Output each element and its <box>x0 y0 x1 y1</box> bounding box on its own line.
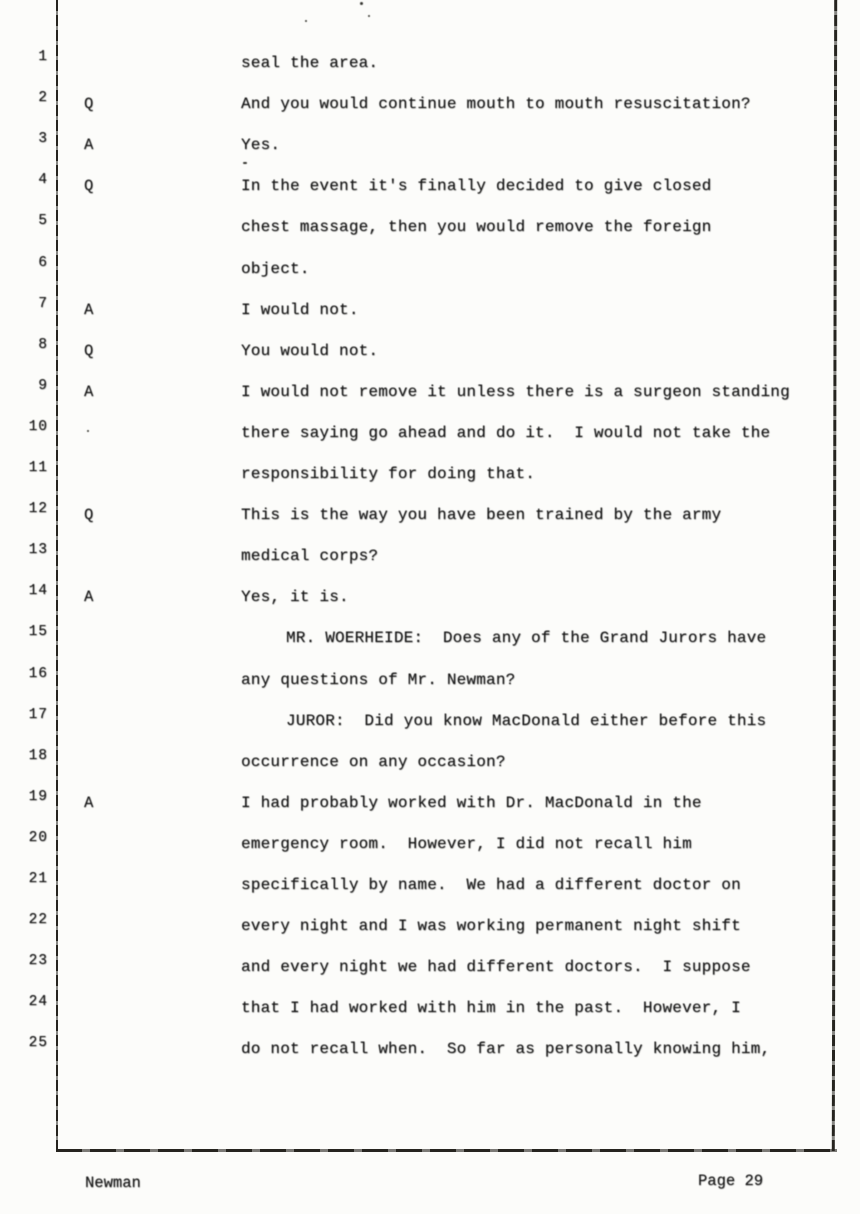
line-text: medical corps? <box>241 547 379 566</box>
line-text: responsibility for doing that. <box>241 465 536 483</box>
line-number: 4 <box>38 172 48 189</box>
speaker-label: A <box>84 136 94 155</box>
transcript-line <box>0 418 860 448</box>
transcript-line <box>0 90 860 119</box>
scan-speck <box>305 20 307 22</box>
speaker-label: Q <box>84 95 94 114</box>
line-text: I would not. <box>241 300 359 319</box>
line-number: 21 <box>28 871 48 887</box>
transcript-line <box>0 295 860 325</box>
line-number: 20 <box>28 829 48 846</box>
line-number: 22 <box>28 912 48 929</box>
speaker-label: A <box>84 588 94 607</box>
line-number: 13 <box>28 542 48 559</box>
speaker-label: Q <box>84 506 94 525</box>
line-number: 12 <box>28 501 48 518</box>
transcript-line <box>0 829 860 859</box>
speaker-label: A <box>84 300 94 319</box>
transcript-line <box>0 542 860 571</box>
footer-witness-name: Newman <box>85 1174 141 1192</box>
line-number: 23 <box>28 953 48 970</box>
transcript-line <box>0 747 860 777</box>
transcript-line <box>0 624 860 653</box>
transcript-line <box>0 912 860 941</box>
line-number: 5 <box>38 213 48 230</box>
transcript-line <box>0 49 860 78</box>
line-text: And you would continue mouth to mouth resuscitation? <box>241 95 751 114</box>
line-text: In the event it's finally decided to give closed <box>241 177 712 196</box>
transcript-line <box>0 336 860 366</box>
line-text: do not recall when. So far as personally knowing him, <box>241 1040 771 1059</box>
transcript-line <box>0 460 860 489</box>
scan-speck <box>368 15 370 17</box>
transcript-line <box>0 583 860 612</box>
line-number: 6 <box>38 254 48 271</box>
line-number: 17 <box>28 706 48 723</box>
transcript-line <box>0 871 860 900</box>
line-number: 3 <box>38 131 48 148</box>
line-number: 1 <box>38 49 48 65</box>
transcript-line <box>0 953 860 982</box>
line-number: 18 <box>28 747 48 764</box>
line-text: I had probably worked with Dr. MacDonald in the <box>241 793 702 812</box>
line-text: You would not. <box>241 341 379 360</box>
transcript-line <box>0 172 860 201</box>
transcript-line <box>0 131 860 160</box>
line-number: 8 <box>38 336 48 353</box>
speaker-label: A <box>84 793 94 812</box>
line-text: every night and I was working permanent night shift <box>241 917 741 936</box>
line-number: 14 <box>28 583 48 600</box>
line-text: any questions of Mr. Newman? <box>241 670 516 689</box>
line-text: object. <box>241 259 310 278</box>
line-number: 19 <box>28 788 48 805</box>
line-number: 11 <box>28 460 48 476</box>
transcript-line <box>0 994 860 1023</box>
line-text: chest massage, then you would remove the foreign <box>241 218 712 237</box>
line-text: Yes, it is. <box>241 588 349 607</box>
line-number: 16 <box>28 665 48 682</box>
speaker-label: A <box>84 382 94 401</box>
line-text: emergency room. However, I did not recall him <box>241 834 692 853</box>
line-text: specifically by name. We had a different doctor on <box>241 876 741 894</box>
line-text: MR. WOERHEIDE: Does any of the Grand Jurors have <box>286 629 767 648</box>
line-text: JUROR: Did you know MacDonald either before this <box>286 711 767 730</box>
speaker-label: Q <box>84 341 94 360</box>
scan-speck <box>243 162 247 164</box>
transcript-line <box>0 706 860 736</box>
footer-page-number: Page 29 <box>698 1172 764 1190</box>
line-number: 9 <box>38 377 48 394</box>
speaker-label: Q <box>84 177 94 196</box>
line-text: Yes. <box>241 136 281 155</box>
line-text: occurrence on any occasion? <box>241 752 506 771</box>
line-number: 25 <box>28 1035 48 1052</box>
line-text: that I had worked with him in the past. However, I <box>241 999 741 1018</box>
line-number: 7 <box>38 295 48 312</box>
transcript-line <box>0 254 860 284</box>
line-text: there saying go ahead and do it. I would not take the <box>241 423 771 442</box>
line-number: 2 <box>38 90 48 107</box>
line-number: 15 <box>28 624 48 641</box>
transcript-line <box>0 213 860 242</box>
line-text: and every night we had different doctors. I suppose <box>241 958 751 977</box>
transcript-line <box>0 1035 860 1064</box>
line-number: 10 <box>28 418 48 435</box>
transcript-line <box>0 377 860 407</box>
transcript-line <box>0 788 860 818</box>
scan-speck <box>87 430 89 432</box>
scan-speck <box>360 2 363 5</box>
transcript-line <box>0 501 860 530</box>
transcript-line <box>0 665 860 695</box>
line-text: This is the way you have been trained by the army <box>241 506 722 525</box>
line-text: seal the area. <box>241 54 379 72</box>
line-text: I would not remove it unless there is a surgeon standing <box>241 382 790 401</box>
line-number: 24 <box>28 994 48 1011</box>
